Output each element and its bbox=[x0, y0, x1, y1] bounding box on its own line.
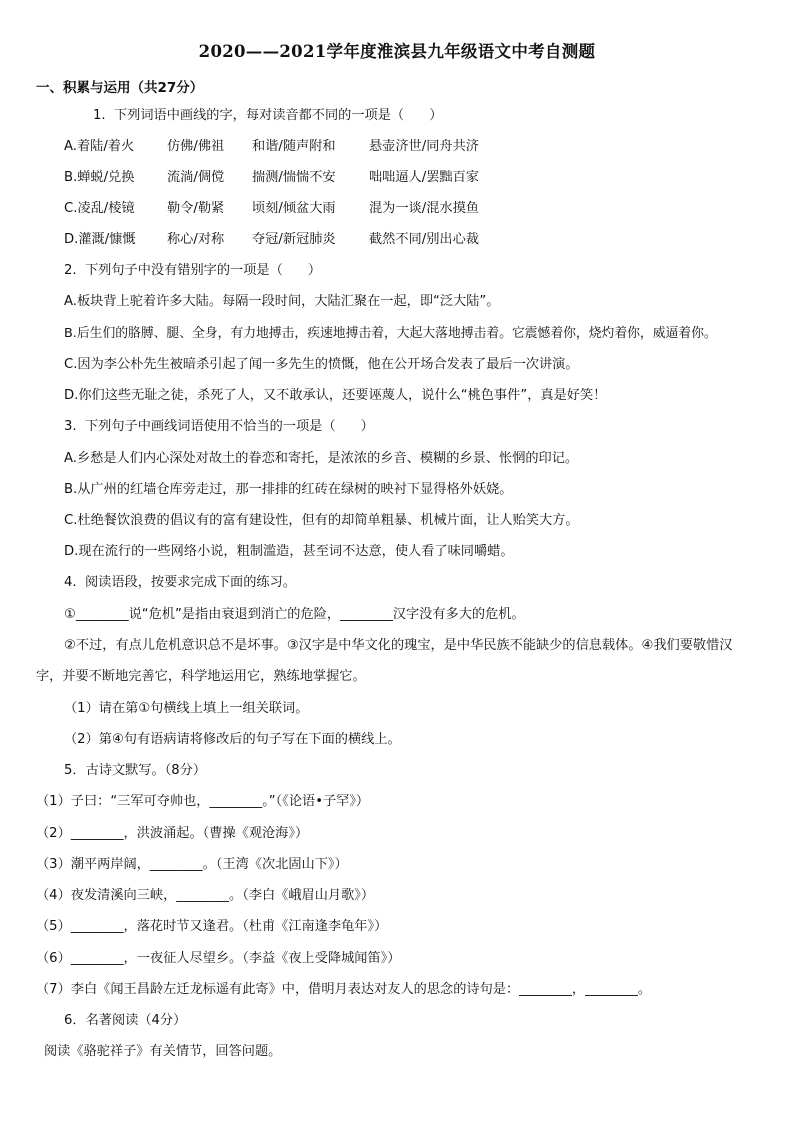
q1-c-col4: 混为一谈/混水摸鱼 bbox=[369, 201, 479, 216]
q4-passage-line3: 字，并要不断地完善它，科学地运用它，熟练地掌握它。 bbox=[36, 669, 366, 684]
q6-intro: 阅读《骆驼祥子》有关情节，回答问题。 bbox=[44, 1044, 282, 1059]
page-title: 2020——2021学年度淮滨县九年级语文中考自测题 bbox=[198, 42, 596, 61]
q1-a-col2: 仿佛/佛祖 bbox=[167, 139, 225, 154]
q3-option-a: A.乡愁是人们内心深处对故土的眷恋和寄托，是浓浓的乡音、模糊的乡景、怅惘的印记。 bbox=[64, 451, 579, 466]
q5-item-4: （4）夜发清溪向三峡，________。（李白《峨眉山月歌》） bbox=[36, 888, 375, 903]
q1-a-col4: 悬壶济世/同舟共济 bbox=[369, 139, 479, 154]
q1-d-col1: D.灌溉/慷慨 bbox=[64, 232, 136, 247]
q1-c-col1: C.凌乱/棱镜 bbox=[64, 201, 135, 216]
q2-option-d: D.你们这些无耻之徒，杀死了人，又不敢承认，还要诬蔑人，说什么“桃色事件”，真是好笑！ bbox=[64, 388, 607, 403]
q3-option-d: D.现在流行的一些网络小说，粗制滥造，甚至词不达意，使人看了味同嚼蜡。 bbox=[64, 544, 514, 559]
q4-passage-sentence1: ①________说“危机”是指由衰退到消亡的危险，________汉字没有多大的危机。 bbox=[64, 607, 525, 622]
q4-subquestion-1: （1）请在第①句横线上填上一组关联词。 bbox=[64, 701, 309, 716]
q5-item-6: （6）________，一夜征人尽望乡。（李益《夜上受降城闻笛》） bbox=[36, 951, 401, 966]
q4-subquestion-2: （2）第④句有语病请将修改后的句子写在下面的横线上。 bbox=[64, 732, 401, 747]
q4-passage-line2: ②不过，有点儿危机意识总不是坏事。③汉字是中华文化的瑰宝，是中华民族不能缺少的信息载体。④我们要敬惜汉 bbox=[64, 638, 733, 653]
q1-d-col2: 称心/对称 bbox=[167, 232, 225, 247]
q3-option-c: C.杜绝餐饮浪费的倡议有的富有建设性，但有的却简单粗暴、机械片面，让人贻笑大方。 bbox=[64, 513, 579, 528]
q5-stem: 5．古诗文默写。（8分） bbox=[64, 763, 207, 778]
q1-d-col3: 夺冠/新冠肺炎 bbox=[252, 232, 336, 247]
q1-stem: 1. 下列词语中画线的字，每对读音都不同的一项是（ ） bbox=[93, 108, 443, 123]
q6-stem: 6．名著阅读（4分） bbox=[64, 1013, 187, 1028]
q4-stem: 4. 阅读语段，按要求完成下面的练习。 bbox=[64, 575, 296, 590]
q5-item-2: （2）________，洪波涌起。（曹操《观沧海》） bbox=[36, 826, 309, 841]
q1-a-col3: 和谐/随声附和 bbox=[252, 139, 336, 154]
q1-b-col3: 揣测/惴惴不安 bbox=[252, 170, 336, 185]
q1-c-col3: 顷刻/倾盆大雨 bbox=[252, 201, 336, 216]
section-heading: 一、积累与运用（共27分） bbox=[36, 80, 204, 96]
q1-d-col4: 截然不同/别出心裁 bbox=[369, 232, 479, 247]
q2-option-a: A.板块背上驼着许多大陆。每隔一段时间，大陆汇聚在一起，即“泛大陆”。 bbox=[64, 294, 500, 309]
q2-stem: 2. 下列句子中没有错别字的一项是（ ） bbox=[64, 263, 322, 278]
q5-item-3: （3）潮平两岸阔，________。（王湾《次北固山下》） bbox=[36, 857, 348, 872]
q5-item-1: （1）子曰：“三军可夺帅也，________。”（《论语•子罕》） bbox=[36, 794, 370, 809]
q1-b-col2: 流淌/倜傥 bbox=[167, 170, 225, 185]
q2-option-b: B.后生们的胳膊、腿、全身，有力地搏击，疾速地搏击着，大起大落地搏击着。它震憾着你，烧灼着你，威逼着你。 bbox=[64, 326, 717, 341]
q1-b-col4: 咄咄逼人/罢黜百家 bbox=[369, 170, 479, 185]
q3-option-b: B.从广州的红墙仓库旁走过，那一排排的红砖在绿树的映衬下显得格外妖娆。 bbox=[64, 482, 513, 497]
q5-item-7: （7）李白《闻王昌龄左迁龙标遥有此寄》中，借明月表达对友人的思念的诗句是：________，________。 bbox=[36, 982, 652, 997]
q2-option-c: C.因为李公朴先生被暗杀引起了闻一多先生的愤慨，他在公开场合发表了最后一次讲演。 bbox=[64, 357, 579, 372]
q1-c-col2: 勒令/勒紧 bbox=[167, 201, 225, 216]
q5-item-5: （5）________，落花时节又逢君。（杜甫《江南逢李龟年》） bbox=[36, 919, 388, 934]
q1-b-col1: B.蝉蜕/兑换 bbox=[64, 170, 135, 185]
q3-stem: 3. 下列句子中画线词语使用不恰当的一项是（ ） bbox=[64, 419, 374, 434]
q1-a-col1: A.着陆/着火 bbox=[64, 139, 135, 154]
